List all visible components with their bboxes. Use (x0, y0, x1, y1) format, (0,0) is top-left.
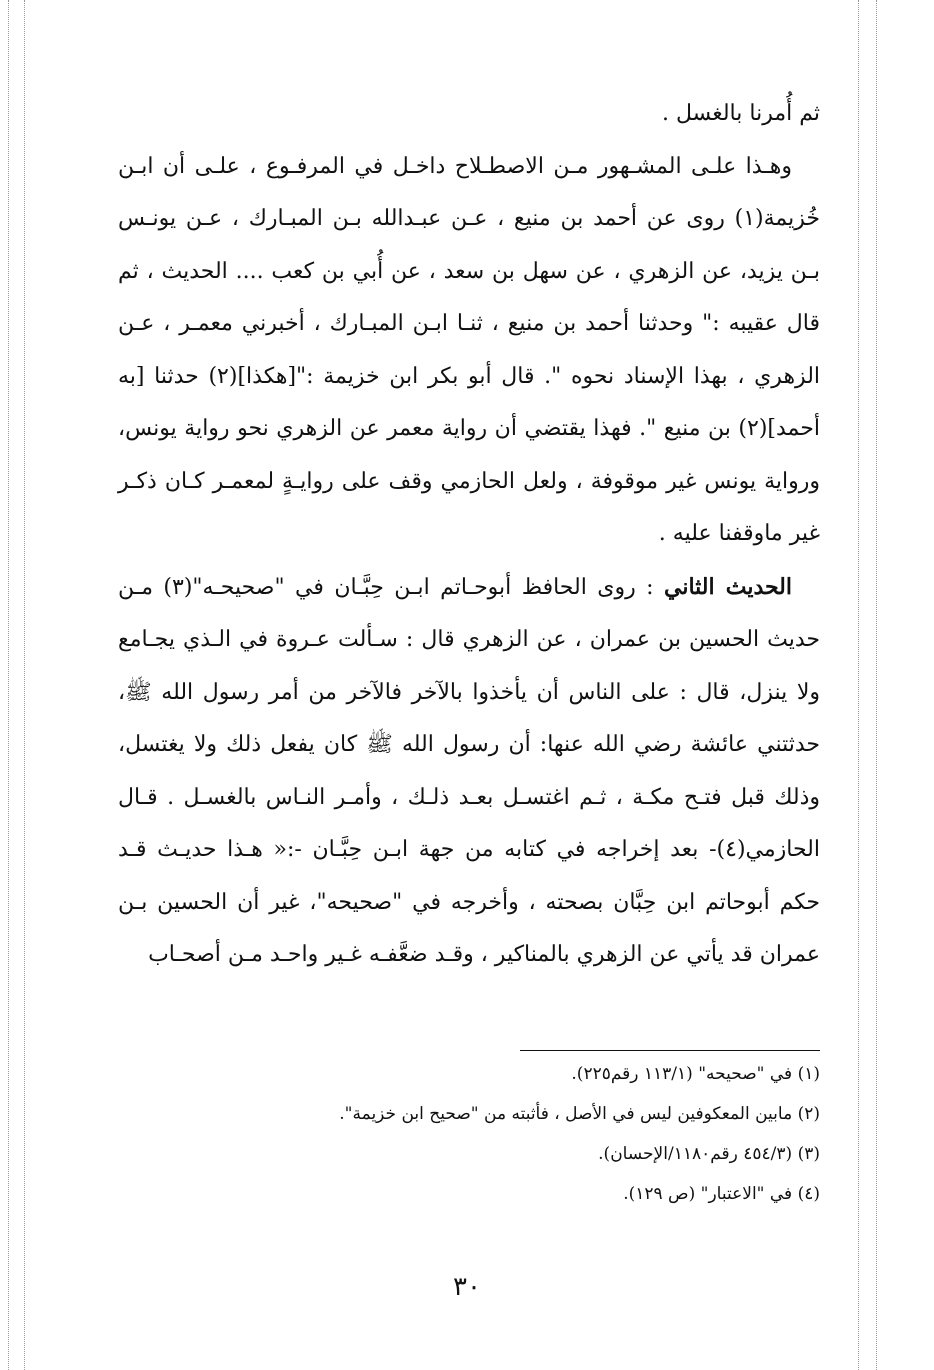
section-heading: الحديث الثاني (664, 573, 793, 600)
page-edge-right (858, 0, 859, 1370)
footnote-1: (١) في "صحيحه" (١١٣/١ رقم٢٢٥). (571, 1064, 820, 1084)
page-number: ٣٠ (453, 1272, 481, 1302)
page-edge-left-inner (24, 0, 25, 1370)
paragraph-1: ثم أُمرنا بالغسل . (661, 101, 820, 126)
body-text (118, 88, 820, 982)
footnote-3: (٣) (٤٥٤/٣ رقم١١٨٠/الإحسان). (598, 1144, 820, 1164)
paragraph-3 (118, 561, 820, 982)
paragraph-2: وهـذا علـى المشـهور مـن الاصطـلاح داخـل في المرفـوع ، علـى أن ابـن خُزيمة(١) روى عن أحمد بن منيع ، عـن عبـدالله بـن المبـارك ، عـن يونـس بـن يزيد، عن الزهري ، عن سهل بن سعد ، عن أُبي بن كعب .... الحديث ، ثم قال عقيبه :" وحدثنا أحمد بن منيع ، ثنـا ابـن المبـارك ، أخبرني معمـر ، عـن الزهري ، بهذا الإسناد نحوه ". قال أبو بكر ابن خزيمة :"[هكذا](٢) حدثنا [به أحمد](٢) بن منيع ". فهذا يقتضي أن رواية معمر عن الزهري نحو رواية يونس، ورواية يونس غير موقوفة ، ولعل الحازمي وقف على روايـةٍ لمعمـر كـان ذكـر غير ماوقفنا عليه . (118, 153, 821, 546)
footnote-4: (٤) في "الاعتبار" (ص ١٢٩). (623, 1184, 820, 1204)
footnotes (118, 1054, 820, 1214)
page-edge-left (8, 0, 9, 1370)
page-edge-right-inner (876, 0, 877, 1370)
footnote-separator (520, 1050, 820, 1051)
paragraph-3-text: : روى الحافظ أبوحـاتم ابـن حِبَّـان في "صحيحـه"(٣) مـن حديث الحسين بن عمران ، عن الزهري قال : سـألت عـروة في الـذي يجـامع ولا ينزل، قال : على الناس أن يأخذوا بالآخر فالآخر من أمر رسول الله ﷺ، حدثتني عائشة رضي الله عنها: أن رسول الله ﷺ كان يفعل ذلك ولا يغتسل، وذلك قبل فتـح مكـة ، ثـم اغتسـل بعـد ذلـك ، وأمـر النـاس بالغسـل . قـال الحازمي(٤)- بعد إخراجه في كتابه من جهة ابـن حِبَّـان -:« هـذا حديـث قـد حكم أبوحاتم ابن حِبَّان بصحته ، وأخرجه في "صحيحه"، غير أن الحسين بـن عمران قد يأتي عن الزهري بالمناكير ، وقـد ضعَّفـه غـير واحـد مـن أصحـاب (118, 574, 820, 967)
book-page (118, 88, 821, 1204)
footnote-2: (٢) مابين المعكوفين ليس في الأصل ، فأثبته من "صحيح ابن خزيمة". (339, 1104, 820, 1124)
